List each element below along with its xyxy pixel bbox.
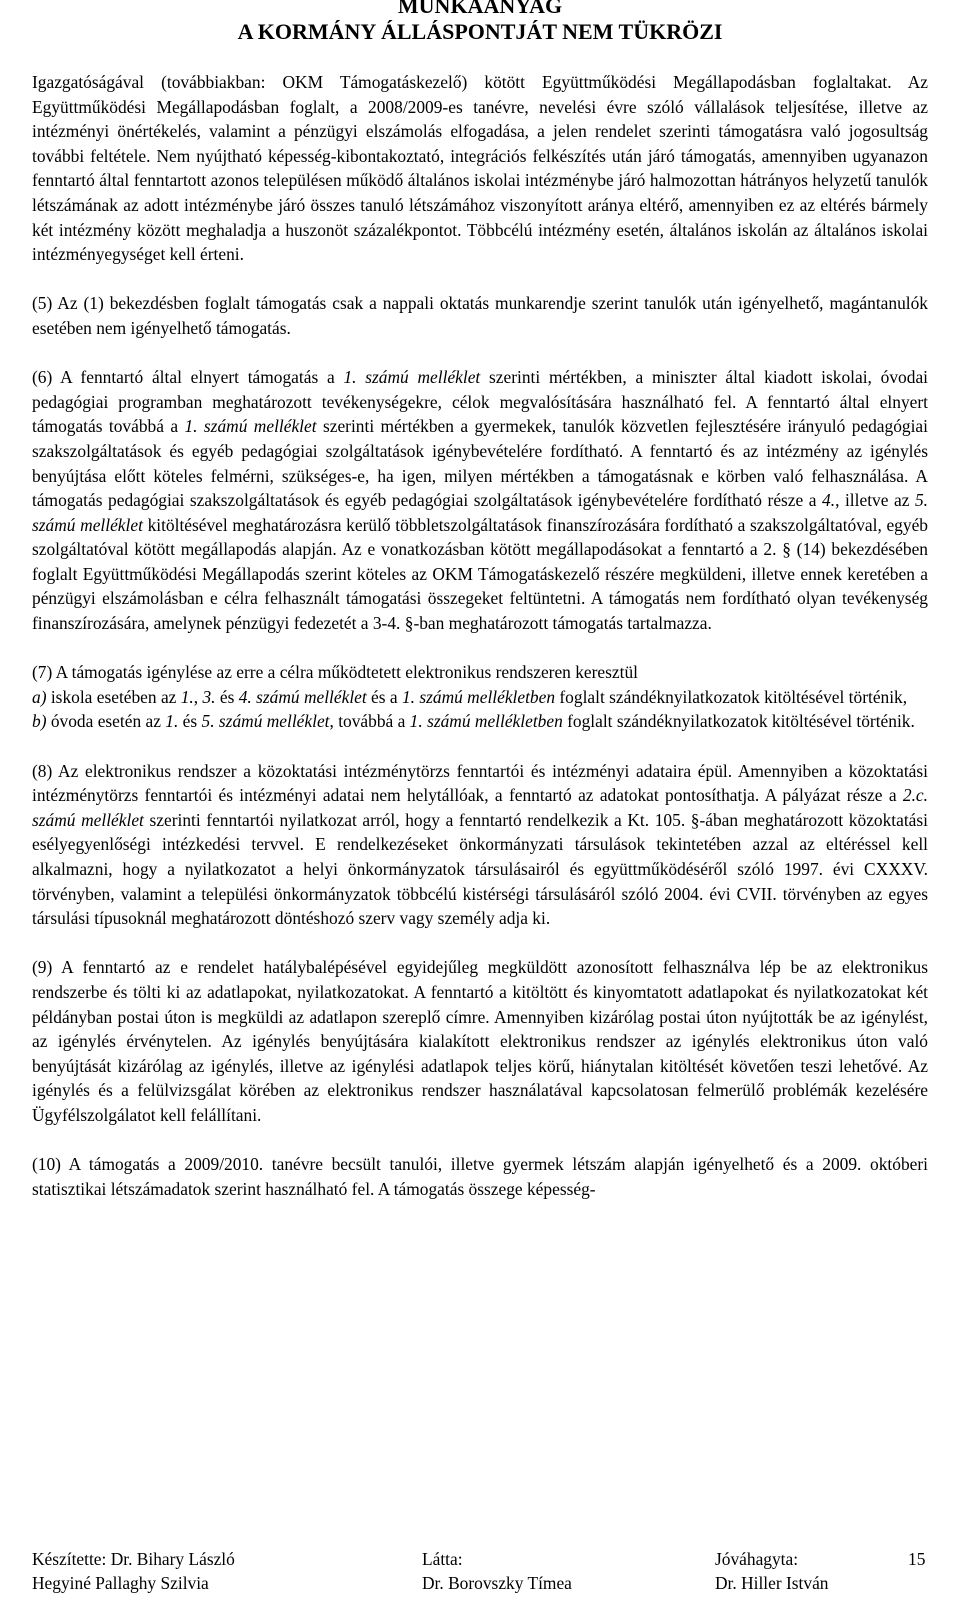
paragraph-5: (5) Az (1) bekezdésben foglalt támogatás csak a nappali oktatás munkarendje szerint tanulók után igényelhető, magántanulók esetében nem igényelhető támogatás. xyxy=(32,293,928,338)
footer-prepared-by: Készítette: Dr. Bihary László xyxy=(32,1549,235,1569)
footer-seen-label: Látta: xyxy=(422,1549,463,1569)
p8-text-2: szerinti fenntartói nyilatkozat arról, hogy a fenntartó rendelkezik a Kt. 105. §-ában meghatározott közoktatási esélyegyenlőségi intézkedési tervvel. E rendelkezéseket önkormányzati társulások tekintetében azzal az eltéréssel kell alkalmazni, hogy a nyilatkozatot a helyi önkormányzatok társulásairól és együttműködéséről szóló 1997. évi CXXXV. törvényben, valamint a települési önkormányzatok többcélú kistérségi társulásáról szóló 2004. évi CVII. törvényben az egyes társulási típusoknál meghatározott döntéshozó szerv vagy személy adja ki. xyxy=(32,809,929,929)
footer-approved-name: Dr. Hiller István xyxy=(715,1573,829,1593)
p7-b-ref-1: 1. xyxy=(165,711,179,732)
p7-a-text-3: és xyxy=(215,686,239,707)
p8-ref-1: 2.c. számú melléklet xyxy=(32,785,928,830)
p6-text-4: , illetve az xyxy=(835,490,915,511)
p6-ref-3: 4. xyxy=(822,490,836,511)
p7-b-text-4: foglalt szándéknyilatkozatok kitöltésével történik. xyxy=(562,711,915,732)
paragraph-6 xyxy=(32,365,928,636)
p6-text-3: szerinti mértékben a gyermekek, tanulók közvetlen fejlesztésére irányuló pedagógiai szakszolgáltatások és egyéb pedagógiai szolgáltatások igénybevételére fordítható. A fenntartó és az intézmény az igénylés benyújtása előtt köteles felmérni, szükséges-e, ha igen, milyen mértékben a támogatásnak e körben való felhasználása. A támogatás pedagógiai szakszolgáltatások és egyéb pedagógiai szolgáltatások igénybevételére fordítható része a xyxy=(32,416,928,511)
p6-text-2: szerinti mértékben, a miniszter által kiadott iskolai, óvodai pedagógiai programban meghatározott tevékenységekre, célok megvalósítására használható fel. A fenntartó által elnyert támogatás továbbá a xyxy=(32,367,928,437)
p7-a-label: a) xyxy=(32,686,47,707)
document-body xyxy=(32,70,928,1201)
p6-text-1: (6) A fenntartó által elnyert támogatás a xyxy=(32,367,344,388)
paragraph-intro: Igazgatóságával (továbbiakban: OKM Támogatáskezelő) kötött Együttműködési Megállapodásban foglaltakat. Az Együttműködési Megállapodásban foglalt, a 2008/2009-es tanévre, nevelési évre szóló vállalások teljesítése, illetve az intézményi önértékelés, valamint a pénzügyi elszámolás elfogadása, a jelen rendelet szerinti támogatásra való jogosultság további feltétele. Nem nyújtható képesség-kibontakoztató, integrációs felkészítés után járó támogatás, amennyiben ugyanazon fenntartó által fenntartott azonos településen működő általános iskolai intézménybe járó halmozottan hátrányos helyzetű tanulók létszámának az adott intézménybe járó összes tanuló létszámához viszonyított aránya eltérő, amennyiben ez az eltérés bármely két intézmény között meghaladja a huszonöt százalékpontot. Többcélú intézmény esetén, általános iskolán az általános iskolai intézményegységet kell érteni. xyxy=(32,72,928,265)
p7-a-text-2: , xyxy=(193,686,203,707)
p7-b-text-3: , továbbá a xyxy=(329,711,410,732)
p7-a-text-1: iskola esetében az xyxy=(46,686,181,707)
paragraph-7-item-a xyxy=(32,685,928,710)
p6-ref-1: 1. számú melléklet xyxy=(343,367,481,388)
p7-b-ref-3: 1. számú mellékletben xyxy=(409,711,563,732)
page-header xyxy=(0,0,960,45)
p7-a-text-4: és a xyxy=(366,686,402,707)
p8-text-1: (8) Az elektronikus rendszer a közoktatási intézménytörzs fenntartói és intézményi adataira épül. Amennyiben a közoktatási intézménytörzs fenntartói és intézményi adatai nem helytállóak, a fenntartó az adatokat pontosíthatja. A pályázat része a xyxy=(32,760,928,806)
paragraph-8 xyxy=(32,759,928,931)
p7-a-text-5: foglalt szándéknyilatkozatok kitöltésével történik, xyxy=(555,686,908,707)
p7-b-label: b) xyxy=(32,711,47,732)
paragraph-7-intro: (7) A támogatás igénylése az erre a célra működtetett elektronikus rendszeren keresztül xyxy=(32,662,638,683)
p6-text-5: kitöltésével meghatározásra kerülő többletszolgáltatások finanszírozására fordítható a szakszolgáltatóval, egyéb szolgáltatóval kötött megállapodás alapján. Az e vonatkozásban kötött megállapodásokat a fenntartó a 2. § (14) bekezdésében foglalt Együttműködési Megállapodás szerint köteles az OKM Támogatáskezelő részére megküldeni, illetve ennek keretében a pénzügyi elszámolásban e célra felhasznált támogatási összegeket feltüntetni. A támogatás nem fordítható olyan tevékenység finanszírozására, amelynek pénzügyi fedezetét a 3-4. §-ban meghatározott támogatás tartalmazza. xyxy=(32,514,928,634)
p7-b-ref-2: 5. számú melléklet xyxy=(201,711,330,732)
page-number: 15 xyxy=(908,1549,926,1569)
p7-a-ref-3: 4. számú melléklet xyxy=(238,686,367,707)
footer-prepared-by-second: Hegyiné Pallaghy Szilvia xyxy=(32,1573,209,1593)
p7-a-ref-2: 3. xyxy=(202,686,216,707)
paragraph-9: (9) A fenntartó az e rendelet hatálybalépésével egyidejűleg megküldött azonosított felhasználva lép be az elektronikus rendszerbe és tölti ki az adatlapokat, nyilatkozatokat. A fenntartó a kitöltött és kinyomtatott adatlapokat és nyilatkozatokat két példányban postai úton is megküldi az adatlapon szereplő címre. Amennyiben kizárólag postai úton nyújtották be az igénylést, az igénylés érvénytelen. Az igénylés benyújtására kialakított elektronikus rendszer az igénylés elektronikus úton való benyújtását kizárólag az igénylés, illetve az igénylési adatlapok teljes körű, hiánytalan kitöltését követően teszi lehetővé. Az igénylés és a felülvizsgálat körében az elektronikus rendszer használatával kapcsolatosan felmerülő problémák kezelésére Ügyfélszolgálatot kell felállítani. xyxy=(32,957,928,1125)
footer-seen-name: Dr. Borovszky Tímea xyxy=(422,1573,572,1593)
p7-a-ref-1: 1. xyxy=(180,686,194,707)
p6-ref-4: 5. számú melléklet xyxy=(32,490,928,535)
header-watermark-line2: A KORMÁNY ÁLLÁSPONTJÁT NEM TÜKRÖZI xyxy=(237,19,723,44)
paragraph-7-item-b xyxy=(32,709,928,734)
paragraph-10: (10) A támogatás a 2009/2010. tanévre becsült tanulói, illetve gyermek létszám alapján igényelhető és a 2009. októberi statisztikai létszámadatok szerint használható fel. A támogatás összege képesség- xyxy=(32,1154,928,1199)
p7-b-text-1: óvoda esetén az xyxy=(46,711,166,732)
p6-ref-2: 1. számú melléklet xyxy=(184,416,317,437)
footer-approved-label: Jóváhagyta: xyxy=(715,1549,799,1569)
p7-b-text-2: és xyxy=(178,711,202,732)
header-watermark-line1: MUNKAANYAG xyxy=(397,0,563,18)
p7-a-ref-4: 1. számú mellékletben xyxy=(401,686,556,707)
